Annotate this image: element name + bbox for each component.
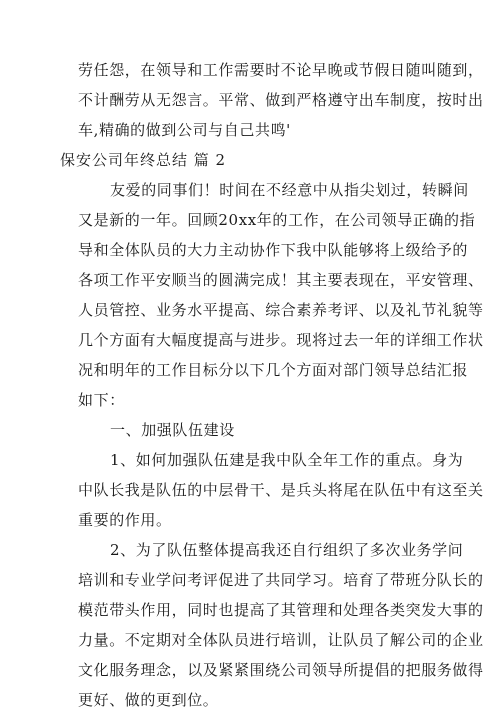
paragraph-line: 如下：	[78, 391, 125, 409]
paragraph-line: 更好、做的更到位。	[78, 691, 219, 709]
paragraph-line: 友爱的同事们！时间在不经意中从指尖划过，转瞬间	[110, 181, 469, 199]
paragraph-line: 文化服务理念，以及紧紧围绕公司领导所提倡的把服务做得	[78, 661, 484, 679]
section-title: 保安公司年终总结 篇 2	[60, 151, 227, 169]
paragraph-line: 中队长我是队伍的中层骨干、是兵头将尾在队伍中有这至关	[78, 481, 484, 499]
paragraph-line: 力量。不定期对全体队员进行培训，让队员了解公司的企业	[78, 631, 484, 649]
paragraph-line: 导和全体队员的大力主动协作下我中队能够将上级给予的	[78, 241, 469, 259]
paragraph-line: 重要的作用。	[78, 511, 172, 529]
intro-line: 不计酬劳从无怨言。平常、做到严格遵守出车制度，按时出	[78, 91, 484, 109]
paragraph-line: 人员管控、业务水平提高、综合素养考评、以及礼节礼貌等	[78, 301, 484, 319]
paragraph-line: 模范带头作用，同时也提高了其管理和处理各类突发大事的	[78, 601, 484, 619]
subheading: 一、加强队伍建设	[110, 421, 235, 439]
intro-line: 劳任怨，在领导和工作需要时不论早晚或节假日随叫随到，	[78, 61, 484, 79]
paragraph-line: 培训和专业学问考评促进了共同学习。培育了带班分队长的	[78, 571, 484, 589]
paragraph-line: 又是新的一年。回顾20xx年的工作，在公司领导正确的指	[78, 211, 476, 229]
paragraph-line: 1、如何加强队伍建是我中队全年工作的重点。身为	[110, 451, 464, 469]
intro-line: 车,精确的做到公司与自己共鸣'	[78, 121, 291, 139]
paragraph-line: 况和明年的工作目标分以下几个方面对部门领导总结汇报	[78, 361, 469, 379]
paragraph-line: 几个方面有大幅度提高与进步。现将过去一年的详细工作状	[78, 331, 484, 349]
paragraph-line: 2、为了队伍整体提高我还自行组织了多次业务学问	[110, 541, 464, 559]
paragraph-line: 各项工作平安顺当的圆满完成！其主要表现在，平安管理、	[78, 271, 484, 289]
